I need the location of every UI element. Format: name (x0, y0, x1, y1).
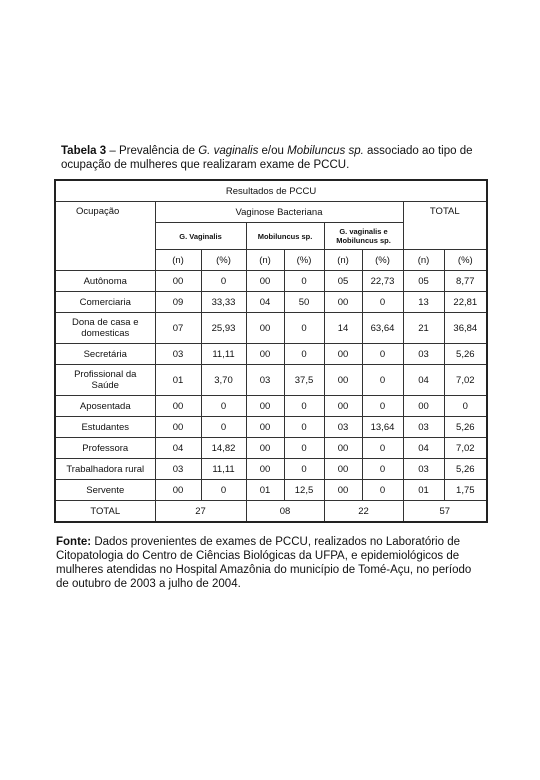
value-cell: 00 (155, 396, 201, 417)
caption-label: Tabela 3 (61, 145, 107, 157)
results-header: Resultados de PCCU (55, 180, 487, 202)
table-row (55, 365, 487, 396)
table-source (56, 535, 486, 591)
value-cell: 00 (403, 396, 444, 417)
value-cell: 09 (155, 292, 201, 313)
table-row (55, 271, 487, 292)
caption-species-a: G. vaginalis (198, 145, 259, 157)
value-cell: 36,84 (444, 313, 487, 344)
value-cell: 04 (403, 365, 444, 396)
value-cell: 21 (403, 313, 444, 344)
unit-header: (n) (246, 250, 284, 271)
unit-header: (%) (284, 250, 324, 271)
value-cell: 0 (284, 313, 324, 344)
value-cell: 01 (155, 365, 201, 396)
table-row (55, 344, 487, 365)
table-row (55, 396, 487, 417)
occupation-cell: Servente (55, 480, 155, 501)
occupation-cell: Comerciaria (55, 292, 155, 313)
value-cell: 1,75 (444, 480, 487, 501)
value-cell: 3,70 (201, 365, 246, 396)
prevalence-table (54, 179, 488, 523)
table-row (55, 292, 487, 313)
value-cell: 22,81 (444, 292, 487, 313)
unit-header: (n) (155, 250, 201, 271)
value-cell: 0 (362, 438, 403, 459)
table-row (55, 417, 487, 438)
value-cell: 0 (284, 271, 324, 292)
value-cell: 0 (362, 480, 403, 501)
value-cell: 0 (201, 271, 246, 292)
value-cell: 03 (403, 417, 444, 438)
value-cell: 0 (362, 292, 403, 313)
value-cell: 25,93 (201, 313, 246, 344)
occupation-cell: Estudantes (55, 417, 155, 438)
value-cell: 33,33 (201, 292, 246, 313)
value-cell: 37,5 (284, 365, 324, 396)
value-cell: 07 (155, 313, 201, 344)
value-cell: 00 (324, 365, 362, 396)
subgroup-both: G. vaginalis e Mobiluncus sp. (324, 223, 403, 250)
value-cell: 0 (284, 396, 324, 417)
value-cell: 00 (246, 417, 284, 438)
value-cell: 5,26 (444, 344, 487, 365)
value-cell: 00 (246, 459, 284, 480)
unit-header: (%) (362, 250, 403, 271)
value-cell: 03 (246, 365, 284, 396)
value-cell: 0 (362, 344, 403, 365)
value-cell: 00 (324, 396, 362, 417)
caption-text: e/ou (258, 145, 288, 157)
occupation-header: Ocupação (55, 202, 155, 271)
table-row (55, 480, 487, 501)
value-cell: 11,11 (201, 459, 246, 480)
occupation-cell: Dona de casa e domesticas (55, 313, 155, 344)
value-cell: 01 (246, 480, 284, 501)
value-cell: 00 (155, 417, 201, 438)
table-row (55, 313, 487, 344)
value-cell: 00 (246, 438, 284, 459)
value-cell: 7,02 (444, 438, 487, 459)
unit-header: (n) (324, 250, 362, 271)
occupation-cell: Autônoma (55, 271, 155, 292)
table-caption (61, 144, 491, 172)
occupation-cell: Trabalhadora rural (55, 459, 155, 480)
occupation-cell: Aposentada (55, 396, 155, 417)
value-cell: 05 (403, 271, 444, 292)
total-cell: 57 (403, 501, 487, 523)
occupation-cell: Professora (55, 438, 155, 459)
value-cell: 0 (362, 396, 403, 417)
value-cell: 04 (403, 438, 444, 459)
value-cell: 00 (324, 480, 362, 501)
value-cell: 03 (155, 459, 201, 480)
value-cell: 5,26 (444, 459, 487, 480)
caption-species-b: Mobiluncus sp. (287, 145, 364, 157)
total-cell: 27 (155, 501, 246, 523)
value-cell: 0 (201, 396, 246, 417)
source-text: Dados provenientes de exames de PCCU, realizados no Laboratório de Citopatologia do Centro de Ciências Biológicas da UFPA, e epidemiológicos de mulheres atendidas no Hospital Amazônia do município de Tomé-Açu, no período de outubro de 2003 a julho de 2004. (56, 536, 472, 590)
caption-text: – Prevalência de (106, 145, 199, 157)
value-cell: 12,5 (284, 480, 324, 501)
value-cell: 0 (362, 365, 403, 396)
total-header: TOTAL (403, 202, 487, 250)
value-cell: 00 (246, 344, 284, 365)
value-cell: 8,77 (444, 271, 487, 292)
value-cell: 00 (324, 344, 362, 365)
value-cell: 14 (324, 313, 362, 344)
value-cell: 63,64 (362, 313, 403, 344)
subgroup-g-vaginalis: G. Vaginalis (155, 223, 246, 250)
value-cell: 14,82 (201, 438, 246, 459)
value-cell: 04 (246, 292, 284, 313)
value-cell: 0 (284, 459, 324, 480)
caption-text: associado ao tipo de ocupação de mulheres que realizaram exame de PCCU. (61, 145, 473, 171)
unit-header: (n) (403, 250, 444, 271)
value-cell: 50 (284, 292, 324, 313)
value-cell: 00 (246, 271, 284, 292)
value-cell: 5,26 (444, 417, 487, 438)
value-cell: 00 (155, 271, 201, 292)
value-cell: 00 (324, 459, 362, 480)
total-cell: 22 (324, 501, 403, 523)
value-cell: 03 (324, 417, 362, 438)
value-cell: 04 (155, 438, 201, 459)
occupation-cell: Profissional da Saúde (55, 365, 155, 396)
value-cell: 0 (362, 459, 403, 480)
value-cell: 0 (284, 417, 324, 438)
total-row-label: TOTAL (55, 501, 155, 523)
vb-header: Vaginose Bacteriana (155, 202, 403, 223)
value-cell: 00 (155, 480, 201, 501)
value-cell: 00 (324, 292, 362, 313)
value-cell: 00 (246, 313, 284, 344)
unit-header: (%) (444, 250, 487, 271)
value-cell: 7,02 (444, 365, 487, 396)
source-label: Fonte: (56, 536, 92, 548)
value-cell: 03 (155, 344, 201, 365)
value-cell: 22,73 (362, 271, 403, 292)
unit-header: (%) (201, 250, 246, 271)
occupation-cell: Secretária (55, 344, 155, 365)
value-cell: 0 (284, 344, 324, 365)
value-cell: 0 (201, 417, 246, 438)
value-cell: 01 (403, 480, 444, 501)
value-cell: 05 (324, 271, 362, 292)
subgroup-mobiluncus: Mobiluncus sp. (246, 223, 324, 250)
value-cell: 00 (324, 438, 362, 459)
value-cell: 03 (403, 459, 444, 480)
value-cell: 00 (246, 396, 284, 417)
value-cell: 03 (403, 344, 444, 365)
value-cell: 0 (444, 396, 487, 417)
value-cell: 0 (284, 438, 324, 459)
value-cell: 13,64 (362, 417, 403, 438)
value-cell: 11,11 (201, 344, 246, 365)
table-row (55, 459, 487, 480)
value-cell: 13 (403, 292, 444, 313)
table-row (55, 438, 487, 459)
value-cell: 0 (201, 480, 246, 501)
total-cell: 08 (246, 501, 324, 523)
